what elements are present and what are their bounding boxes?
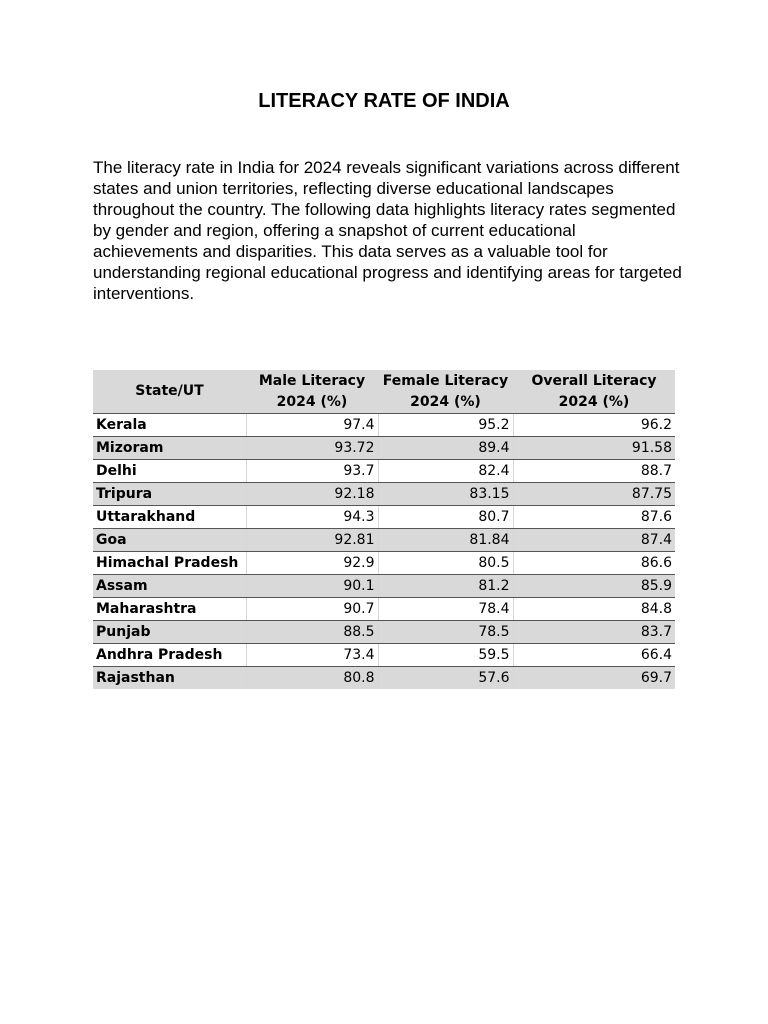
cell-overall-literacy: 96.2 — [513, 414, 675, 437]
cell-female-literacy: 82.4 — [378, 460, 513, 483]
cell-state: Delhi — [93, 460, 246, 483]
cell-state: Himachal Pradesh — [93, 552, 246, 575]
header-female-literacy: Female Literacy 2024 (%) — [378, 370, 513, 414]
cell-state: Tripura — [93, 483, 246, 506]
table-body — [93, 414, 675, 690]
cell-state: Kerala — [93, 414, 246, 437]
cell-state: Maharashtra — [93, 598, 246, 621]
table-row — [93, 483, 675, 506]
cell-male-literacy: 97.4 — [246, 414, 378, 437]
cell-male-literacy: 90.7 — [246, 598, 378, 621]
cell-male-literacy: 73.4 — [246, 644, 378, 667]
cell-female-literacy: 80.5 — [378, 552, 513, 575]
table-row — [93, 598, 675, 621]
cell-male-literacy: 88.5 — [246, 621, 378, 644]
cell-overall-literacy: 69.7 — [513, 667, 675, 690]
table-row — [93, 414, 675, 437]
table-row — [93, 506, 675, 529]
cell-male-literacy: 80.8 — [246, 667, 378, 690]
cell-female-literacy: 95.2 — [378, 414, 513, 437]
cell-overall-literacy: 86.6 — [513, 552, 675, 575]
cell-female-literacy: 78.4 — [378, 598, 513, 621]
table-row — [93, 575, 675, 598]
table-row — [93, 644, 675, 667]
cell-overall-literacy: 83.7 — [513, 621, 675, 644]
literacy-table — [93, 370, 675, 689]
cell-male-literacy: 92.18 — [246, 483, 378, 506]
table-row — [93, 437, 675, 460]
cell-male-literacy: 92.81 — [246, 529, 378, 552]
table-row — [93, 529, 675, 552]
cell-state: Uttarakhand — [93, 506, 246, 529]
cell-male-literacy: 92.9 — [246, 552, 378, 575]
cell-female-literacy: 89.4 — [378, 437, 513, 460]
cell-overall-literacy: 87.6 — [513, 506, 675, 529]
table-header-row — [93, 370, 675, 414]
cell-female-literacy: 81.2 — [378, 575, 513, 598]
cell-state: Punjab — [93, 621, 246, 644]
cell-state: Andhra Pradesh — [93, 644, 246, 667]
intro-paragraph: The literacy rate in India for 2024 reveals significant variations across different states and union territories, reflecting diverse educational landscapes throughout the country. The following data highlights literacy rates segmented by gender and region, offering a snapshot of current educational achievements and disparities. This data serves as a valuable tool for understanding regional educational progress and identifying areas for targeted interventions. — [93, 158, 682, 303]
cell-overall-literacy: 87.75 — [513, 483, 675, 506]
cell-state: Goa — [93, 529, 246, 552]
cell-state: Rajasthan — [93, 667, 246, 690]
cell-state: Mizoram — [93, 437, 246, 460]
cell-male-literacy: 93.72 — [246, 437, 378, 460]
cell-male-literacy: 90.1 — [246, 575, 378, 598]
table-row — [93, 460, 675, 483]
cell-overall-literacy: 85.9 — [513, 575, 675, 598]
cell-female-literacy: 78.5 — [378, 621, 513, 644]
cell-male-literacy: 93.7 — [246, 460, 378, 483]
table-row — [93, 552, 675, 575]
table-row — [93, 621, 675, 644]
cell-male-literacy: 94.3 — [246, 506, 378, 529]
cell-female-literacy: 59.5 — [378, 644, 513, 667]
cell-overall-literacy: 88.7 — [513, 460, 675, 483]
page-title: LITERACY RATE OF INDIA — [258, 90, 510, 112]
cell-female-literacy: 83.15 — [378, 483, 513, 506]
cell-state: Assam — [93, 575, 246, 598]
header-state: State/UT — [93, 370, 246, 414]
literacy-table-container — [93, 370, 675, 689]
cell-female-literacy: 80.7 — [378, 506, 513, 529]
cell-overall-literacy: 91.58 — [513, 437, 675, 460]
cell-female-literacy: 81.84 — [378, 529, 513, 552]
cell-female-literacy: 57.6 — [378, 667, 513, 690]
cell-overall-literacy: 87.4 — [513, 529, 675, 552]
cell-overall-literacy: 66.4 — [513, 644, 675, 667]
table-row — [93, 667, 675, 690]
cell-overall-literacy: 84.8 — [513, 598, 675, 621]
header-overall-literacy: Overall Literacy 2024 (%) — [513, 370, 675, 414]
header-male-literacy: Male Literacy 2024 (%) — [246, 370, 378, 414]
